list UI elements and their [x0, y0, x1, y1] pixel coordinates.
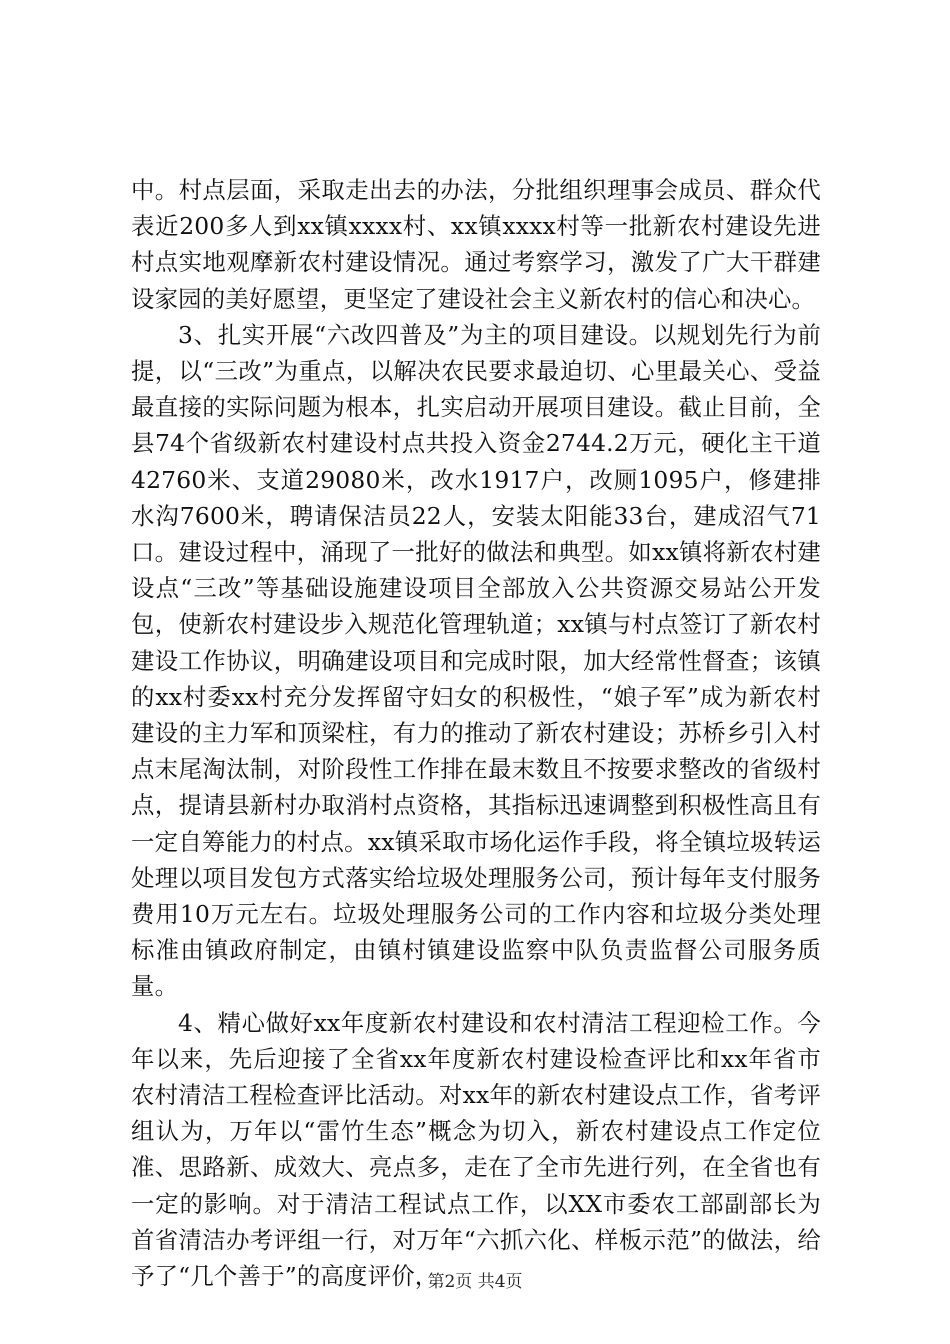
- paragraph-item-3: 3、扎实开展“六改四普及”为主的项目建设。以规划先行为前提，以“三改”为重点，以解决农民要求最迫切、心里最关心、受益最直接的实际问题为根本，扎实启动开展项目建设。截止目前，全县74个省级新农村建设村点共投入资金2744.2万元，硬化主干道42760米、支道29080米，改水1917户，改厕1095户，修建排水沟7600米，聘请保洁员22人，安装太阳能33台，建成沼气71口。建设过程中，涌现了一批好的做法和典型。如xx镇将新农村建设点“三改”等基础设施建设项目全部放入公共资源交易站公开发包，使新农村建设步入规范化管理轨道；xx镇与村点签订了新农村建设工作协议，明确建设项目和完成时限，加大经常性督查；该镇的xx村委xx村充分发挥留守妇女的积极性，“娘子军”成为新农村建设的主力军和顶梁柱，有力的推动了新农村建设；苏桥乡引入村点末尾淘汰制，对阶段性工作排在最末数且不按要求整改的省级村点，提请县新村办取消村点资格，其指标迅速调整到积极性高且有一定自筹能力的村点。xx镇采取市场化运作手段，将全镇垃圾转运处理以项目发包方式落实给垃圾处理服务公司，预计每年支付服务费用10万元左右。垃圾处理服务公司的工作内容和垃圾分类处理标准由镇政府制定，由镇村镇建设监察中队负责监督公司服务质量。: [131, 320, 821, 1001]
- page-footer: [0, 1271, 950, 1293]
- paragraph-continued: 中。村点层面，采取走出去的办法，分批组织理事会成员、群众代表近200多人到xx镇xxxx村、xx镇xxxx村等一批新农村建设先进村点实地观摩新农村建设情况。通过考察学习，激发了广大干群建设家园的美好愿望，更坚定了建设社会主义新农村的信心和决心。: [131, 176, 821, 313]
- document-body: [131, 172, 821, 1294]
- paragraph-item-4: 4、精心做好xx年度新农村建设和农村清洁工程迎检工作。今年以来，先后迎接了全省xx年度新农村建设检查评比和xx年省市农村清洁工程检查评比活动。对xx年的新农村建设点工作，省考评组认为，万年以“雷竹生态”概念为切入，新农村建设点工作定位准、思路新、成效大、亮点多，走在了全市先进行列，在全省也有一定的影响。对于清洁工程试点工作，以XX市委农工部副部长为首省清洁办考评组一行，对万年“六抓六化、样板示范”的做法，给予了“几个善于”的高度评价，: [131, 1008, 821, 1291]
- page-number-label: 第2页 共4页: [427, 1272, 523, 1292]
